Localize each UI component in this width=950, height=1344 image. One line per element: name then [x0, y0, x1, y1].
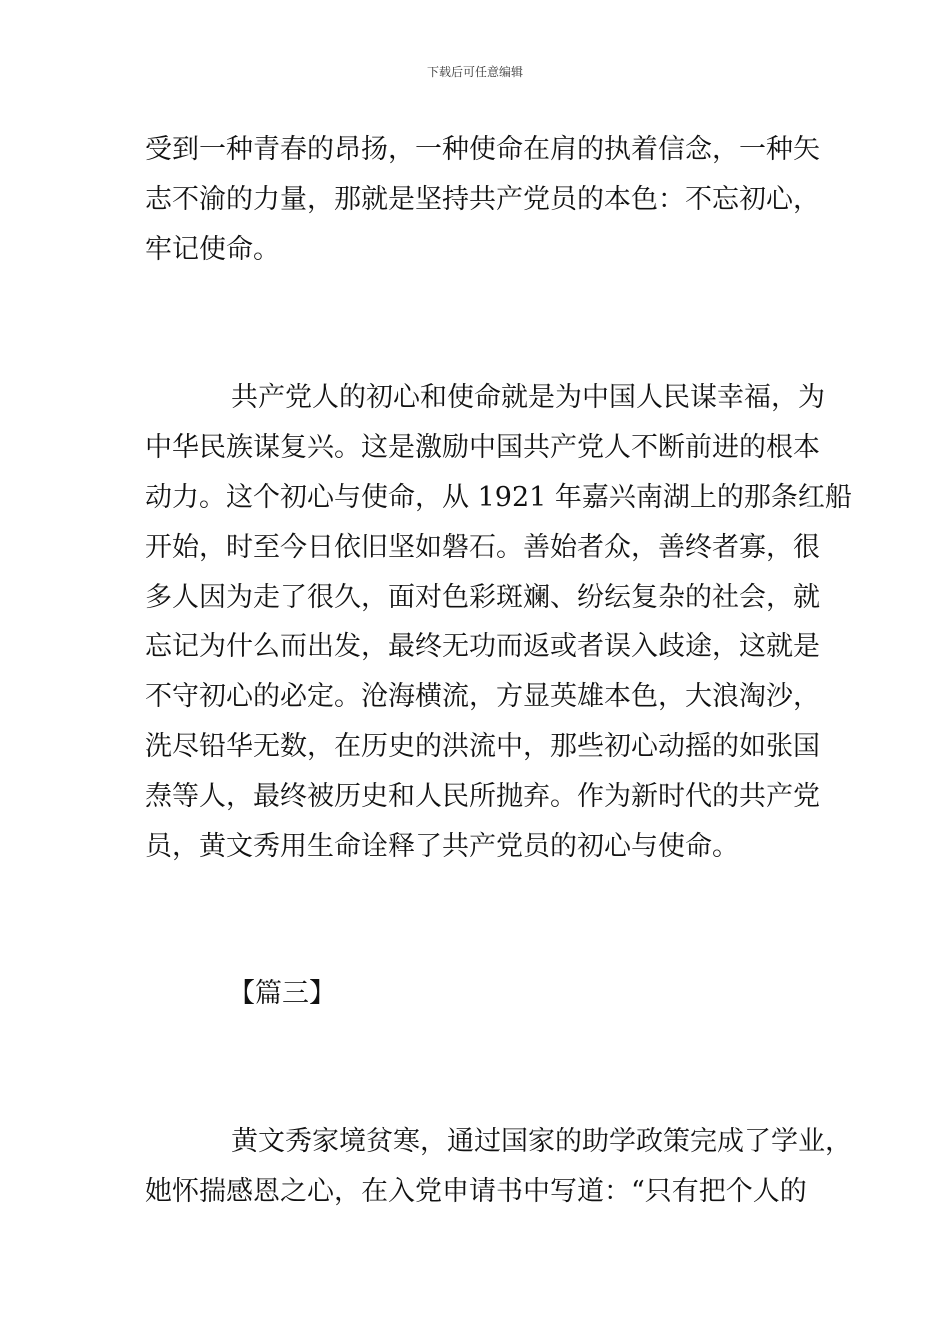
- paragraph-line: 黄文秀家境贫寒，通过国家的助学政策完成了学业，: [231, 1126, 852, 1157]
- paragraph-line: 牢记使命。: [145, 234, 280, 265]
- section-heading: 【篇三】: [228, 978, 336, 1009]
- paragraph-line: 不守初心的必定。沧海横流，方显英雄本色，大浪淘沙，: [145, 681, 820, 712]
- paragraph-line: 志不渝的力量，那就是坚持共产党员的本色：不忘初心，: [145, 184, 820, 215]
- paragraph-line: 中华民族谋复兴。这是激励中国共产党人不断前进的根本: [145, 432, 820, 463]
- paragraph-line: 洗尽铅华无数，在历史的洪流中，那些初心动摇的如张国: [145, 731, 820, 762]
- paragraph-line: 员，黄文秀用生命诠释了共产党员的初心与使命。: [145, 831, 739, 862]
- paragraph-line: 开始，时至今日依旧坚如磐石。善始者众，善终者寡，很: [145, 532, 820, 563]
- paragraph-line: 焘等人，最终被历史和人民所抛弃。作为新时代的共产党: [145, 781, 820, 812]
- paragraph-line: 受到一种青春的昂扬，一种使命在肩的执着信念，一种矢: [145, 134, 820, 165]
- paragraph-line: 忘记为什么而出发，最终无功而返或者误入歧途，这就是: [145, 631, 820, 662]
- paragraph-line: 动力。这个初心与使命，从 1921 年嘉兴南湖上的那条红船: [145, 482, 852, 513]
- paragraph-line: 共产党人的初心和使命就是为中国人民谋幸福，为: [231, 382, 825, 413]
- header-note: 下载后可任意编辑: [426, 65, 523, 79]
- paragraph-line: 多人因为走了很久，面对色彩斑斓、纷纭复杂的社会，就: [145, 582, 820, 613]
- paragraph-line: 她怀揣感恩之心，在入党申请书中写道：“只有把个人的: [145, 1176, 807, 1207]
